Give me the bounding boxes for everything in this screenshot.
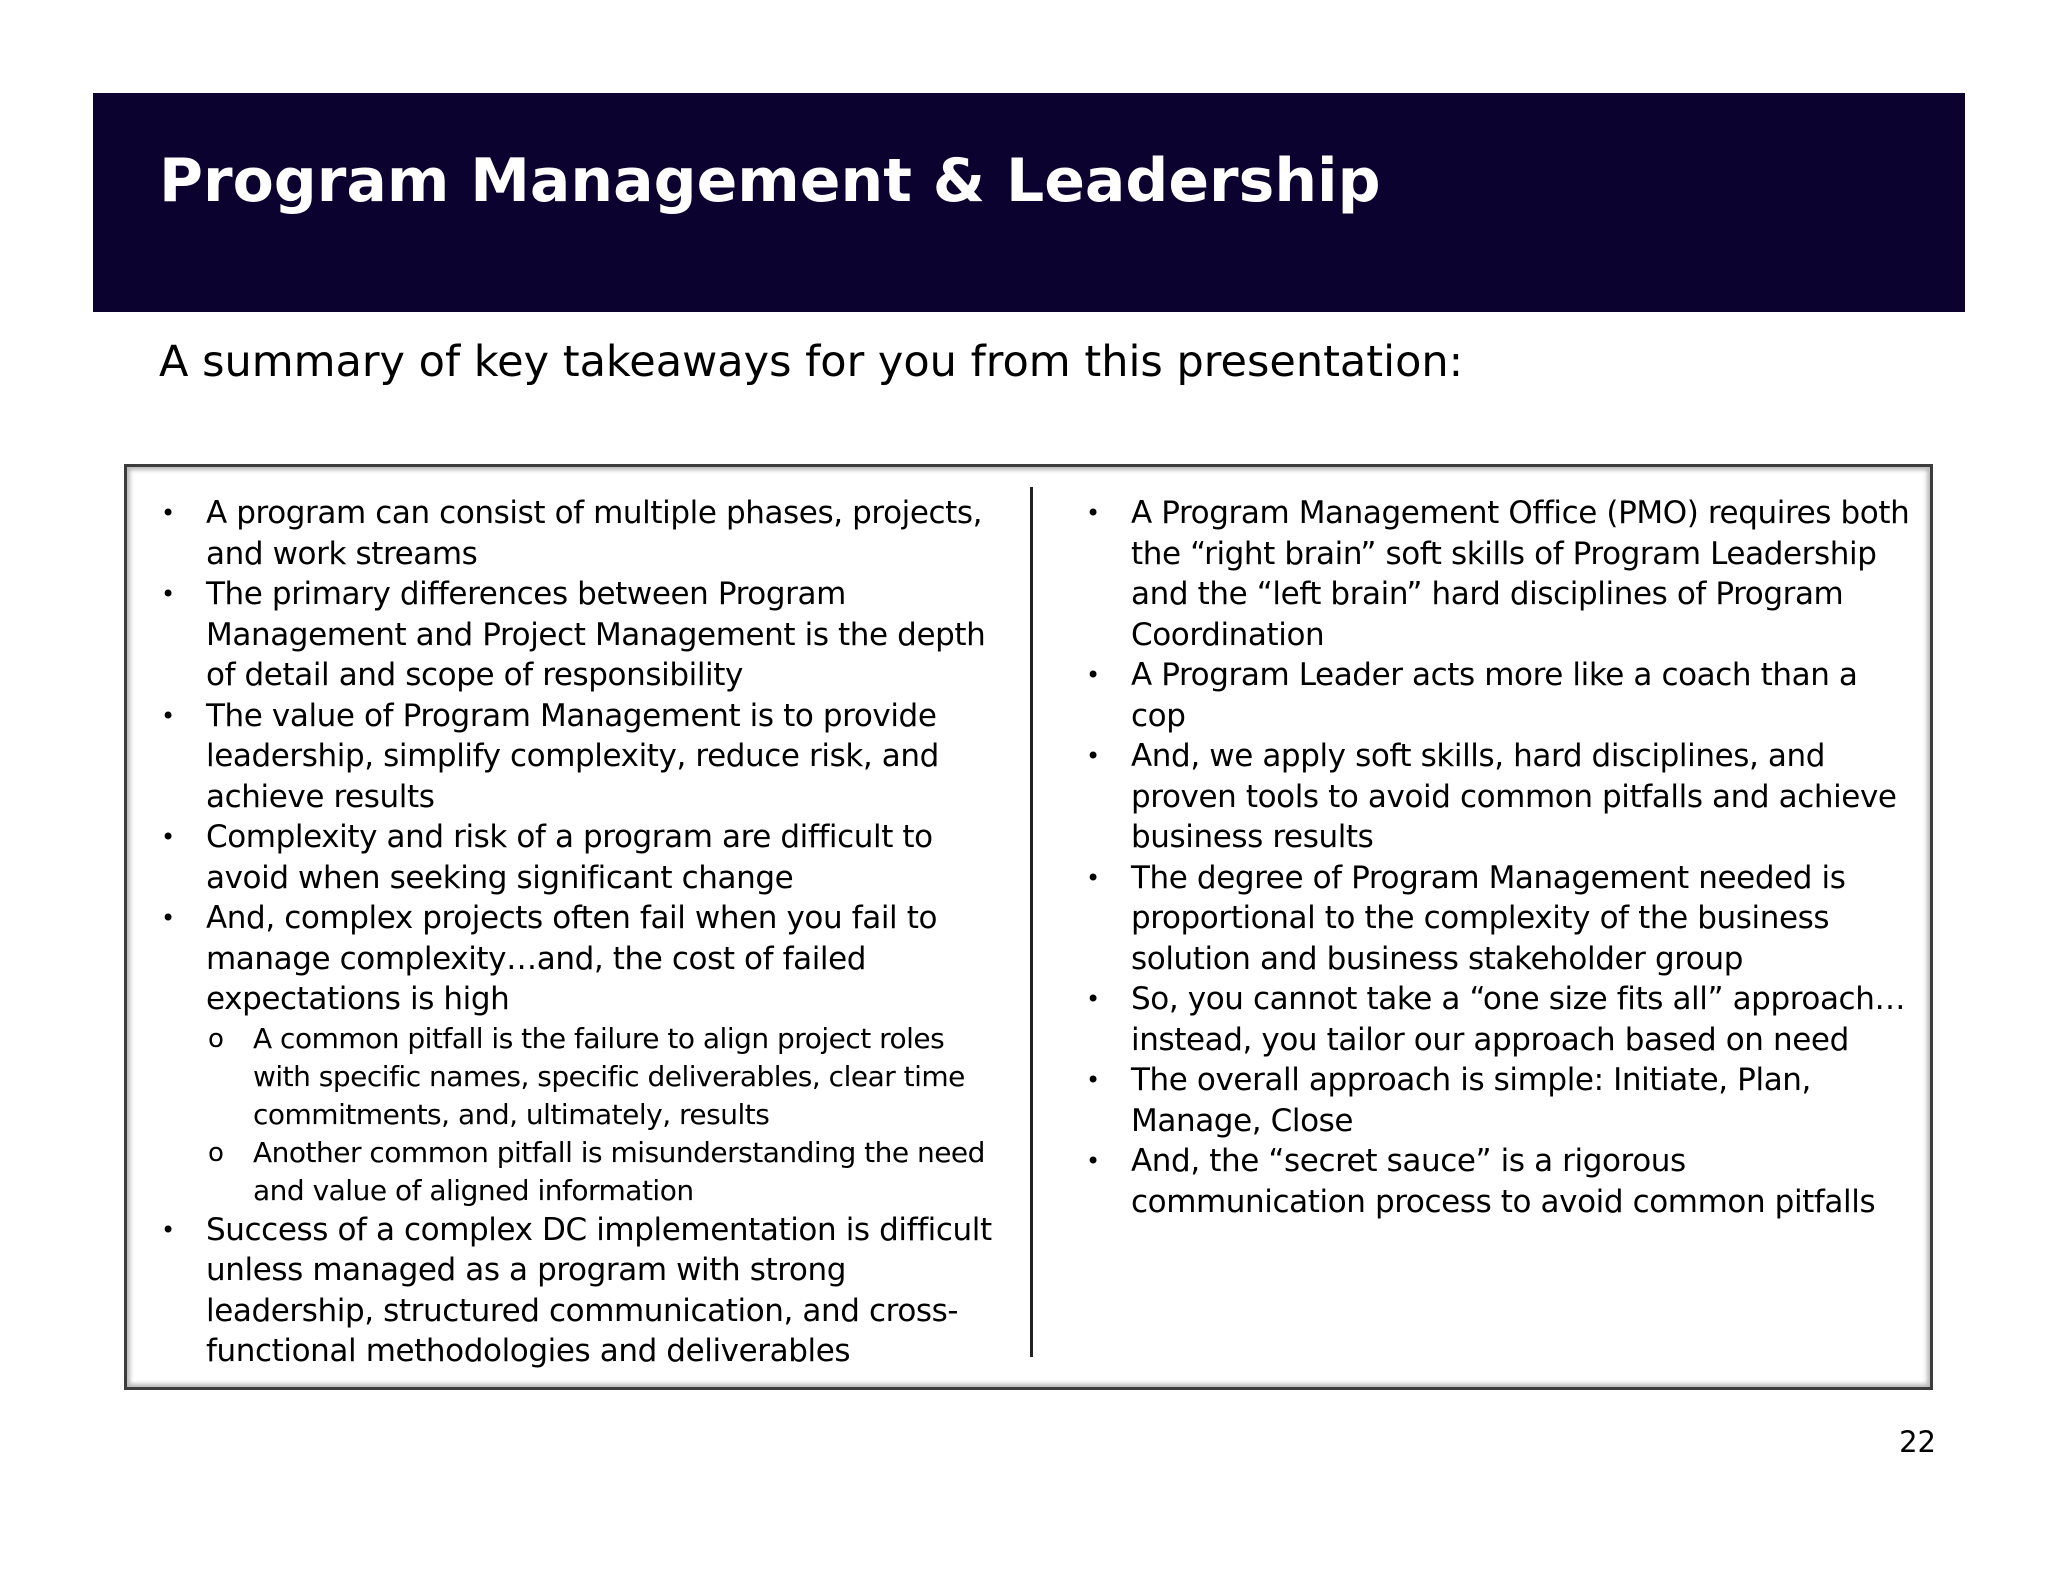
list-item-text: The primary differences between Program Management and Project Management is the depth of detail and scope of responsibility bbox=[206, 576, 986, 693]
list-item bbox=[1082, 493, 1912, 655]
list-item bbox=[1082, 979, 1912, 1060]
bullet-marker: • bbox=[1086, 1147, 1100, 1175]
bullet-marker: • bbox=[1086, 863, 1100, 892]
bullet-marker: • bbox=[161, 580, 175, 608]
list-item-text: So, you cannot take a “one size fits all” approach… instead, you tailor our approach based on need bbox=[1131, 981, 1906, 1058]
bullet-marker: • bbox=[161, 1215, 175, 1244]
sub-list bbox=[206, 1020, 1007, 1210]
list-item bbox=[157, 898, 1007, 1210]
list-item bbox=[1082, 655, 1912, 736]
list-item-text: A Program Management Office (PMO) requires both the “right brain” soft skills of Program Leadership and the “left brain” hard disciplines of Program Coordination bbox=[1131, 495, 1910, 653]
sub-list-item-text: Another common pitfall is misunderstanding the need and value of aligned information bbox=[253, 1135, 985, 1207]
bullet-marker: • bbox=[1086, 1066, 1100, 1094]
list-item-text: The value of Program Management is to provide leadership, simplify complexity, reduce risk, and achieve results bbox=[206, 697, 939, 815]
slide-subtitle: A summary of key takeaways for you from this presentation: bbox=[159, 337, 1464, 387]
list-item bbox=[157, 1210, 1007, 1372]
slide-title: Program Management & Leadership bbox=[159, 146, 1381, 216]
sub-list-item bbox=[206, 1134, 1007, 1210]
list-item bbox=[1082, 736, 1912, 858]
bullet-marker: • bbox=[1086, 661, 1100, 689]
list-item bbox=[1082, 1060, 1912, 1141]
list-item-text: The overall approach is simple: Initiate, Plan, Manage, Close bbox=[1131, 1062, 1811, 1139]
list-item bbox=[157, 696, 1007, 818]
bullet-marker: • bbox=[161, 499, 175, 527]
list-item bbox=[1082, 1141, 1912, 1222]
bullet-marker: • bbox=[161, 904, 175, 932]
bullet-marker: • bbox=[1086, 985, 1100, 1013]
list-item-text: And, the “secret sauce” is a rigorous communication process to avoid common pitfalls bbox=[1131, 1143, 1876, 1220]
bullet-marker: • bbox=[161, 701, 175, 730]
list-item-text: Success of a complex DC implementation is difficult unless managed as a program with strong leadership, structured communication, and cross-functional methodologies and deliverables bbox=[206, 1211, 992, 1369]
list-item-text: And, we apply soft skills, hard disciplines, and proven tools to avoid common pitfalls and achieve business results bbox=[1131, 738, 1897, 855]
sub-list-item-text: A common pitfall is the failure to align project roles with specific names, specific deliverables, clear time commitments, and, ultimately, results bbox=[253, 1021, 965, 1131]
sub-bullet-marker: o bbox=[208, 1137, 224, 1168]
title-bar bbox=[93, 93, 1965, 312]
column-divider bbox=[1030, 487, 1033, 1357]
list-item bbox=[157, 493, 1007, 574]
sub-list-item bbox=[206, 1020, 1007, 1134]
list-item-text: A program can consist of multiple phases, projects, and work streams bbox=[206, 495, 983, 572]
list-item bbox=[157, 817, 1007, 898]
bullet-marker: • bbox=[1086, 499, 1100, 527]
list-item-text: A Program Leader acts more like a coach than a cop bbox=[1131, 657, 1858, 734]
list-item-text: Complexity and risk of a program are difficult to avoid when seeking significant change bbox=[206, 819, 933, 896]
takeaways-box bbox=[124, 464, 1933, 1390]
bullet-marker: • bbox=[1086, 742, 1100, 770]
list-item bbox=[1082, 858, 1912, 980]
right-column bbox=[1082, 493, 1912, 1222]
list-item-text: And, complex projects often fail when you fail to manage complexity…and, the cost of failed expectations is high bbox=[206, 900, 938, 1017]
bullet-marker: • bbox=[161, 823, 175, 851]
left-column bbox=[157, 493, 1007, 1372]
sub-bullet-marker: o bbox=[208, 1023, 224, 1054]
list-item bbox=[157, 574, 1007, 696]
list-item-text: The degree of Program Management needed is proportional to the complexity of the business solution and business stakeholder group bbox=[1131, 859, 1846, 977]
page-number: 22 bbox=[1899, 1425, 1936, 1459]
